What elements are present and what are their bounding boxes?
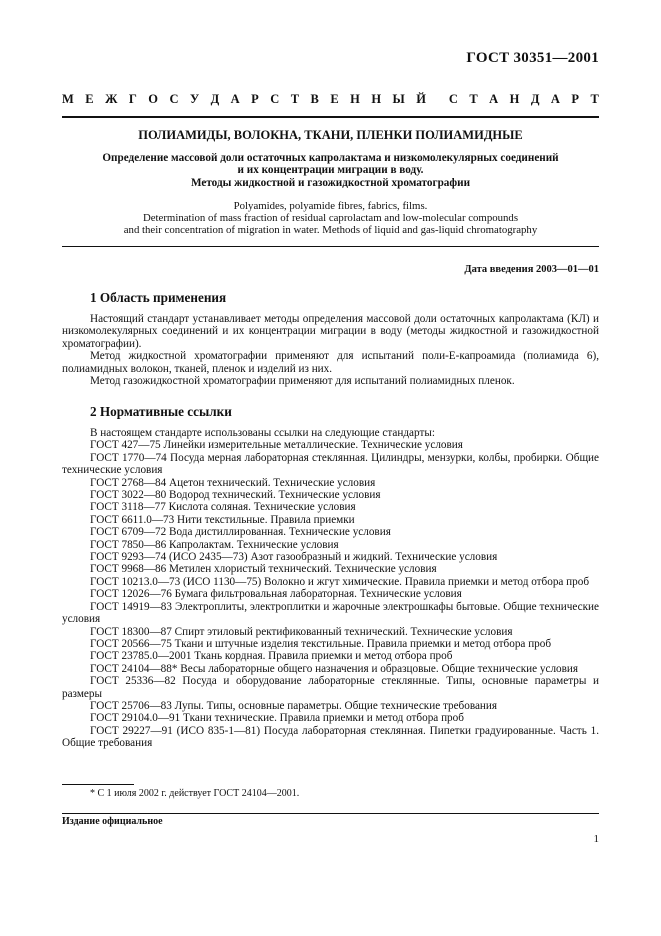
reference-code: ГОСТ 14919—83 — [90, 600, 172, 613]
references-list — [62, 427, 599, 750]
reference-title: Весы лабораторные общего назначения и образцовые. Общие технические условия — [180, 662, 579, 675]
banner-letter: О — [148, 92, 159, 106]
reference-item — [62, 725, 599, 750]
reference-item — [62, 700, 599, 712]
title-divider — [62, 246, 599, 247]
reference-title: Капролактам. Технические условия — [169, 538, 339, 551]
reference-title: Нити текстильные. Правила приемки — [177, 513, 355, 526]
reference-item — [62, 712, 599, 724]
reference-title: Волокно и жгут химические. Правила приемки и метод отбора проб — [264, 575, 590, 588]
footnote-divider — [62, 784, 134, 785]
banner-letter: Е — [85, 92, 94, 106]
reference-title: Ткани и штучные изделия текстильные. Правила приемки и метод отбора проб — [174, 637, 552, 650]
reference-title: Метилен хлористый технический. Технические условия — [169, 563, 437, 576]
reference-item — [62, 489, 599, 501]
banner-letter: Ж — [105, 92, 118, 106]
reference-code: ГОСТ 6611.0—73 — [90, 513, 175, 526]
subtitle-line: Определение массовой доли остаточных капролактама и низкомолекулярных соединений — [102, 152, 559, 164]
reference-title: Ткань кордная. Правила приемки и метод отбора проб — [194, 650, 453, 663]
paragraph: Метод жидкостной хроматографии применяют для испытаний поли-Е-капроамида (полиамида 6), полиамидных волокон, тканей, пленок и изделий из них. — [62, 350, 599, 375]
references-intro: В настоящем стандарте использованы ссылки на следующие стандарты: — [90, 427, 435, 439]
reference-title: Посуда мерная лабораторная стеклянная. Цилиндры, мензурки, колбы, пробирки. Общие технические условия — [62, 451, 600, 477]
banner-letter: Р — [571, 92, 580, 106]
reference-code: ГОСТ 20566—75 — [90, 637, 172, 650]
reference-title: Линейки измерительные металлические. Технические условия — [163, 439, 463, 452]
reference-title: Ацетон технический. Технические условия — [169, 476, 376, 489]
reference-code: ГОСТ 9293—74 (ИСО 2435—73) — [90, 551, 248, 564]
reference-item — [62, 452, 599, 477]
reference-title: Бумага фильтровальная лабораторная. Технические условия — [174, 588, 462, 601]
banner-letter: А — [230, 92, 240, 106]
english-title — [62, 200, 599, 237]
subtitle-line: Методы жидкостной и газожидкостной хроматографии — [190, 176, 471, 189]
reference-title: Спирт этиловый ректификованный технический. Технические условия — [174, 625, 513, 638]
reference-item — [62, 588, 599, 600]
banner-letter: Н — [350, 92, 360, 106]
section-scope — [62, 290, 599, 387]
reference-item — [62, 551, 599, 563]
reference-code: ГОСТ 427—75 — [90, 439, 161, 452]
document-subtitle — [62, 152, 599, 189]
reference-title: Азот газообразный и жидкий. Технические условия — [250, 551, 498, 564]
reference-code: ГОСТ 25706—83 — [90, 699, 172, 712]
banner-letter: А — [489, 92, 499, 106]
reference-item — [62, 539, 599, 551]
reference-title: Посуда лабораторная стеклянная. Пипетки градуированные. Часть 1. Общие требования — [62, 724, 600, 750]
reference-item — [62, 626, 599, 638]
reference-item — [62, 514, 599, 526]
reference-title: Вода дистиллированная. Технические условия — [169, 526, 391, 539]
reference-title: Кислота соляная. Технические условия — [168, 501, 356, 514]
reference-code: ГОСТ 6709—72 — [90, 526, 167, 539]
english-title-line: and their concentration of migration in water. Methods of liquid and gas-liquid chromatography — [123, 224, 538, 237]
banner-letter: С — [169, 92, 179, 106]
reference-item — [62, 439, 599, 451]
reference-code: ГОСТ 9968—86 — [90, 563, 167, 576]
banner-letter: Т — [290, 92, 300, 106]
english-title-line: Polyamides, polyamide fibres, fabrics, films. — [233, 200, 428, 212]
reference-code: ГОСТ 10213.0—73 (ИСО 1130—75) — [90, 575, 262, 588]
reference-code: ГОСТ 7850—86 — [90, 538, 167, 551]
footer-divider — [62, 813, 599, 814]
paragraph: Метод газожидкостной хроматографии применяют для испытаний полиамидных пленок. — [90, 375, 515, 388]
interstate-standard-banner — [62, 92, 599, 107]
reference-code: ГОСТ 1770—74 — [90, 451, 167, 464]
reference-code: ГОСТ 12026—76 — [90, 588, 172, 601]
paragraph: Настоящий стандарт устанавливает методы определения массовой доли остаточных капролактама (КЛ) и низкомолекулярных соединений и их концентрации миграции в воду (методы жидкостной и газожидкостной хроматографии). — [62, 313, 599, 350]
reference-code: ГОСТ 18300—87 — [90, 625, 172, 638]
banner-letter: Р — [251, 92, 259, 106]
reference-title: Электроплиты, электроплитки и жарочные электрошкафы бытовые. Общие технические условия — [62, 600, 600, 626]
page-number: 1 — [593, 833, 599, 845]
reference-item — [62, 501, 599, 513]
banner-letter: Т — [469, 92, 478, 106]
reference-item — [62, 576, 599, 588]
banner-letter: В — [310, 92, 319, 106]
banner-letter: М — [62, 92, 74, 106]
section-normative-references — [62, 404, 599, 750]
reference-title: Водород технический. Технические условия — [169, 489, 381, 502]
reference-code: ГОСТ 2768—84 — [90, 476, 167, 489]
banner-letter: Д — [210, 92, 220, 106]
reference-code: ГОСТ 3022—80 — [90, 489, 167, 502]
banner-letter: Д — [530, 92, 540, 106]
banner-letter: Т — [590, 92, 599, 106]
reference-item — [62, 477, 599, 489]
reference-item — [62, 526, 599, 538]
doc-number: ГОСТ 30351—2001 — [466, 50, 599, 66]
reference-code: ГОСТ 25336—82 — [90, 675, 176, 688]
reference-item — [62, 601, 599, 626]
introduction-date: Дата введения 2003—01—01 — [464, 264, 599, 275]
section-heading: 2 Нормативные ссылки — [90, 404, 232, 419]
document-title: ПОЛИАМИДЫ, ВОЛОКНА, ТКАНИ, ПЛЕНКИ ПОЛИАМИДНЫЕ — [138, 128, 523, 142]
banner-letter: Ы — [392, 92, 405, 106]
reference-title: Посуда и оборудование лабораторные стеклянные. Типы, основные параметры и размеры — [62, 675, 600, 700]
reference-title: Лупы. Типы, основные параметры. Общие технические требования — [174, 699, 498, 712]
banner-letter: С — [448, 92, 458, 106]
reference-item — [62, 650, 599, 662]
reference-item — [62, 663, 599, 675]
reference-code: ГОСТ 24104—88* — [90, 662, 178, 675]
edition-label: Издание официальное — [62, 816, 163, 827]
footnote: * С 1 июля 2002 г. действует ГОСТ 24104—2001. — [90, 788, 300, 799]
reference-item — [62, 563, 599, 575]
banner-letter: Г — [128, 92, 137, 106]
banner-letter: А — [550, 92, 560, 106]
reference-code: ГОСТ 23785.0—2001 — [90, 650, 192, 663]
reference-code: ГОСТ 29104.0—91 — [90, 712, 181, 725]
reference-item — [62, 638, 599, 650]
banner-letter: Н — [509, 92, 520, 106]
header-divider — [62, 116, 599, 118]
reference-code: ГОСТ 29227—91 (ИСО 835-1—81) — [90, 724, 261, 737]
english-title-line: Determination of mass fraction of residual caprolactam and low-molecular compounds — [142, 212, 519, 225]
reference-code: ГОСТ 3118—77 — [90, 501, 166, 514]
banner-letter: У — [189, 92, 200, 106]
banner-letter: Е — [330, 92, 339, 106]
section-heading: 1 Область применения — [90, 290, 227, 305]
banner-letter: Н — [371, 92, 382, 106]
subtitle-line: и их концентрации миграции в воду. — [237, 164, 424, 177]
banner-letter: Й — [416, 92, 426, 106]
banner-letter: С — [270, 92, 280, 106]
reference-title: Ткани технические. Правила приемки и метод отбора проб — [183, 712, 464, 725]
reference-item — [62, 675, 599, 700]
